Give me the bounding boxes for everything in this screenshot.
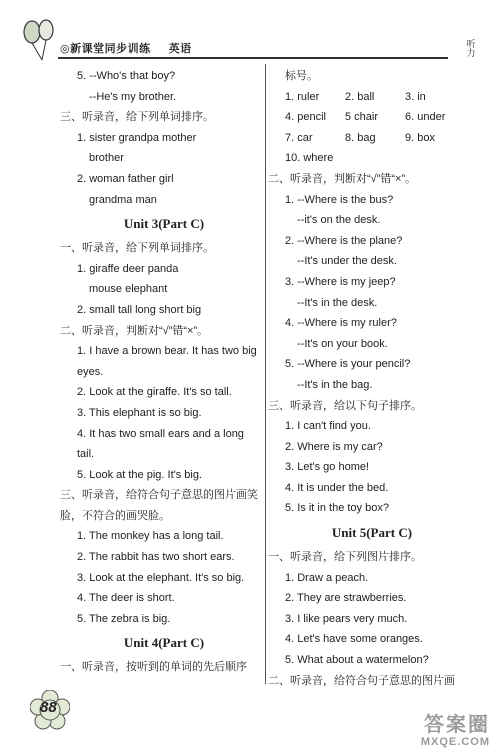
section-heading: 一、听录音，给下列单词排序。 [60, 242, 214, 255]
page-number: 88 [40, 699, 57, 716]
word-item: 7. car [285, 131, 313, 144]
sentence-item: 1. Draw a peach. [285, 571, 369, 584]
answer-line: --It's on your book. [297, 337, 388, 350]
continued-heading: 标号。 [285, 70, 318, 82]
sentence-item: 2. Look at the giraffe. It's so tall. [77, 386, 232, 399]
section-heading: 一、听录音，按听到的单词的先后顺序 [60, 661, 247, 674]
section-heading: 三、听录音，给下列单词排序。 [60, 111, 214, 124]
watermark [398, 714, 490, 748]
word-list: mouse elephant [89, 283, 168, 296]
left-column [60, 66, 263, 678]
watermark-text: 答案圈 [424, 714, 490, 736]
sentence-item: 3. This elephant is so big. [77, 406, 202, 419]
word-list: grandma man [89, 193, 157, 206]
watermark-url: MXQE.COM [420, 736, 490, 748]
word-list: brother [89, 152, 124, 165]
word-item: 10. where [285, 152, 334, 165]
question-line: 5. --Where is your pencil? [285, 358, 411, 371]
word-item: 5 chair [345, 111, 379, 124]
sentence-item: 5. What about a watermelon? [285, 654, 429, 667]
question-line: 1. --Where is the bus? [285, 193, 394, 206]
section-heading: 二、听录音，给符合句子意思的图片画 [268, 674, 455, 687]
word-item: 9. box [405, 131, 435, 144]
section-heading: 一、听录音，给下列图片排序。 [268, 551, 422, 564]
answer-line: --It's in the bag. [297, 378, 373, 391]
question-line: 4. --Where is my ruler? [285, 317, 397, 330]
sentence-item: 1. The monkey has a long tail. [77, 530, 224, 543]
sentence-item: 4. Let's have some oranges. [285, 633, 423, 646]
subject-label: 英语 [168, 43, 192, 55]
word-list: 1. giraffe deer panda [77, 262, 179, 275]
question-line: 2. --Where is the plane? [285, 234, 403, 247]
sentence-item: 4. It is under the bed. [285, 481, 389, 494]
sentence-item: 5. The zebra is big. [77, 612, 171, 625]
header-rule [58, 57, 448, 59]
sentence-item: 3. I like pears very much. [285, 612, 408, 625]
sentence-item: 1. I have a brown bear. It has two big eyes. [77, 345, 257, 378]
unit-heading: Unit 4(Part C) [123, 635, 205, 651]
section-heading: 三、听录音，给符合句子意思的图片画笑脸，不符合的画哭脸。 [60, 489, 258, 522]
answer-line: --it's on the desk. [297, 214, 381, 227]
sentence-item: 4. It has two small ears and a long tail. [77, 427, 244, 461]
word-item: 4. pencil [285, 111, 326, 124]
sentence-item: 2. Where is my car? [285, 440, 383, 453]
question-line: 3. --Where is my jeep? [285, 275, 396, 288]
unit-heading: Unit 3(Part C) [123, 216, 205, 232]
sentence-item: 1. I can't find you. [285, 420, 371, 433]
column-divider [265, 64, 266, 684]
unit-heading: Unit 5(Part C) [331, 525, 413, 541]
side-tab-label: 听力 [466, 39, 476, 58]
question-line: 5. --Who's that boy? [77, 70, 176, 82]
answer-line: --It's under the desk. [297, 255, 397, 268]
section-heading: 三、听录音，给以下句子排序。 [268, 399, 422, 412]
series-title: ◎新课堂同步训练 [60, 43, 151, 55]
sentence-item: 3. Let's go home! [285, 461, 370, 474]
word-item: 2. ball [345, 90, 375, 103]
header-title [60, 40, 192, 56]
answer-line: --It's in the desk. [297, 296, 378, 309]
word-row [273, 87, 471, 108]
sentence-item: 5. Is it in the toy box? [285, 502, 389, 515]
word-item: 6. under [405, 111, 446, 124]
right-column [268, 66, 471, 691]
sentence-item: 5. Look at the pig. It's big. [77, 468, 203, 481]
sentence-item: 4. The deer is short. [77, 592, 175, 605]
word-item: 1. ruler [285, 90, 320, 103]
sentence-item: 2. The rabbit has two short ears. [77, 551, 235, 564]
word-item: 8. bag [345, 131, 376, 144]
balloons-icon [18, 18, 62, 62]
word-item: 3. in [405, 90, 426, 103]
word-list: 2. small tall long short big [77, 303, 202, 316]
word-row [273, 128, 471, 149]
section-heading: 二、听录音，判断对“√”错“×”。 [268, 172, 417, 185]
page-header [0, 0, 500, 62]
word-list: 1. sister grandpa mother [77, 131, 197, 144]
section-heading: 二、听录音，判断对“√”错“×”。 [60, 324, 209, 337]
sentence-item: 3. Look at the elephant. It's so big. [77, 571, 245, 584]
word-list: 2. woman father girl [77, 172, 174, 185]
word-row [273, 107, 471, 128]
sentence-item: 2. They are strawberries. [285, 592, 407, 605]
answer-line: --He's my brother. [89, 90, 177, 103]
